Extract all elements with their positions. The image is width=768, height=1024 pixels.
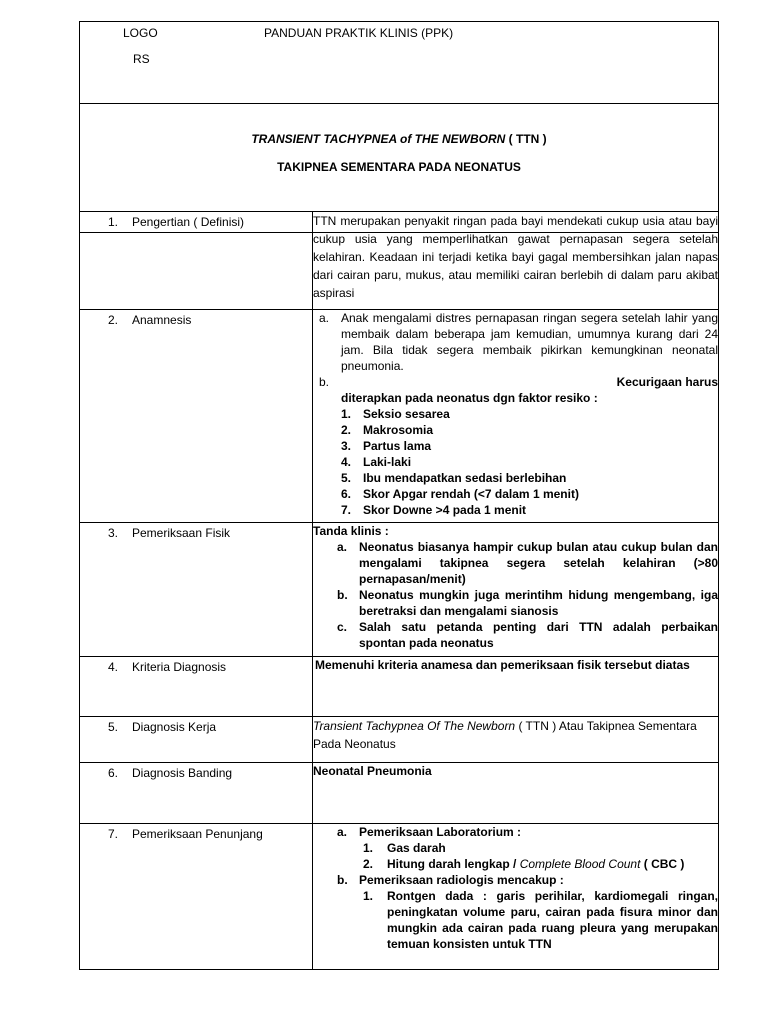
- list-item-text: Laki-laki: [363, 455, 412, 469]
- list-item: [313, 310, 718, 374]
- row-label-cell: [80, 763, 313, 824]
- list-item-text: Kecurigaan harus: [616, 375, 718, 389]
- differential-diagnosis: Neonatal Pneumonia: [313, 764, 432, 778]
- row-number: 6.: [107, 766, 118, 780]
- row-value-cell: [313, 763, 719, 824]
- row-label-cell: [80, 717, 313, 763]
- document-title-italic: TRANSIENT TACHYPNEA of THE NEWBORN: [251, 132, 506, 146]
- list-marker: 5.: [341, 471, 352, 485]
- clinical-signs-intro: Tanda klinis :: [313, 524, 389, 538]
- list-item: [313, 824, 718, 840]
- list-item-text: Partus lama: [363, 439, 432, 453]
- row-number: 4.: [107, 660, 118, 674]
- row-value-cell: [313, 523, 719, 657]
- row-number: 3.: [107, 526, 118, 540]
- list-item: [313, 856, 718, 872]
- list-marker: 7.: [341, 503, 352, 517]
- row-label: Pengertian ( Definisi): [132, 215, 245, 229]
- table-row: [80, 523, 719, 657]
- definition-text: TTN merupakan penyakit ringan pada bayi mendekati cukup usia atau bayi cukup usia yang memperlihatkan gawat pernapasan segera setelah kelahiran. Keadaan ini terjadi ketika bayi gagal membersihkan jalan napas dari cairan paru, mukus, atau memiliki cairan berlebih di dalam paru akibat aspirasi: [313, 214, 718, 300]
- table-row: [80, 717, 719, 763]
- list-marker: 3.: [341, 439, 352, 453]
- row-value-cell: [313, 212, 719, 310]
- table-row: [80, 310, 719, 523]
- list-marker: 1.: [363, 841, 374, 855]
- list-marker: c.: [337, 620, 348, 634]
- row-label: Diagnosis Kerja: [132, 720, 217, 734]
- list-item: [313, 374, 718, 406]
- criteria-text: Memenuhi kriteria anamesa dan pemeriksaan fisik tersebut diatas: [315, 658, 690, 672]
- row-label-cell: [80, 310, 313, 523]
- list-item: [313, 587, 718, 619]
- row-label-cell: [80, 824, 313, 970]
- list-marker: 1.: [363, 889, 374, 903]
- list-item: [313, 438, 718, 454]
- table-row: [80, 212, 719, 310]
- list-marker: 6.: [341, 487, 352, 501]
- list-marker: b.: [319, 375, 330, 389]
- header-box: [79, 21, 719, 104]
- table-row: [80, 657, 719, 717]
- row-label: Pemeriksaan Penunjang: [132, 827, 263, 841]
- list-item-italic: Complete Blood Count: [519, 857, 641, 871]
- list-item-text: ( CBC ): [640, 857, 685, 871]
- list-item: [313, 502, 718, 518]
- list-item-text: Gas darah: [387, 841, 446, 855]
- row-label: Pemeriksaan Fisik: [132, 526, 231, 540]
- working-diagnosis-rest: ( TTN ) Atau Takipnea Sementara Pada Neonatus: [313, 719, 697, 751]
- document-subtitle: TAKIPNEA SEMENTARA PADA NEONATUS: [277, 160, 521, 174]
- list-item-text: Seksio sesarea: [363, 407, 450, 421]
- list-marker: 2.: [341, 423, 352, 437]
- document-title: [80, 131, 718, 147]
- document-title-abbr: ( TTN ): [505, 132, 547, 146]
- list-item-text: Ibu mendapatkan sedasi berlebihan: [363, 471, 567, 485]
- list-item: [313, 406, 718, 422]
- table-row: [80, 763, 719, 824]
- list-item-text: Makrosomia: [363, 423, 434, 437]
- list-item-text: Skor Apgar rendah (<7 dalam 1 menit): [363, 487, 579, 501]
- row-label: Kriteria Diagnosis: [132, 660, 227, 674]
- row-label-cell: [80, 657, 313, 717]
- row-label: Anamnesis: [132, 313, 192, 327]
- row-number: 5.: [107, 720, 118, 734]
- logo-label: LOGO: [123, 26, 158, 40]
- row-number: 1.: [107, 215, 118, 229]
- working-diagnosis-italic: Transient Tachypnea Of The Newborn: [313, 719, 516, 733]
- list-item-text: Neonatus mungkin juga merintihm hidung mengembang, iga beretraksi dan mengalami sianosis: [359, 588, 718, 618]
- list-item: [313, 454, 718, 470]
- list-item: [313, 888, 718, 952]
- rs-label: RS: [133, 52, 150, 66]
- list-marker: 4.: [341, 455, 352, 469]
- row-number: 2.: [107, 313, 118, 327]
- row-label-cell: [80, 523, 313, 657]
- list-item-text: Skor Downe >4 pada 1 menit: [363, 503, 527, 517]
- list-marker: a.: [337, 540, 348, 554]
- working-diagnosis: [313, 717, 718, 753]
- table-row: [80, 824, 719, 970]
- row-value-cell: [313, 310, 719, 523]
- list-marker: a.: [337, 825, 348, 839]
- row-number: 7.: [107, 827, 118, 841]
- list-marker: 1.: [341, 407, 352, 421]
- list-item-text: Hitung darah lengkap /: [387, 857, 520, 871]
- list-item: [313, 422, 718, 438]
- list-item-text: Neonatus biasanya hampir cukup bulan atau cukup bulan dan mengalami takipnea segera setelah kelahiran (>80 pernapasan/menit): [359, 540, 718, 586]
- list-item: [313, 470, 718, 486]
- list-item-text: Salah satu petanda penting dari TTN adalah perbaikan spontan pada neonatus: [359, 620, 718, 650]
- header-title: PANDUAN PRAKTIK KLINIS (PPK): [264, 26, 454, 40]
- list-item-text: Pemeriksaan radiologis mencakup :: [359, 873, 564, 887]
- list-item-text: diterapkan pada neonatus dgn faktor resiko :: [341, 391, 598, 405]
- row-label-cell: [80, 212, 313, 310]
- list-item-text: Pemeriksaan Laboratorium :: [359, 825, 522, 839]
- list-item-text: Rontgen dada : garis perihilar, kardiomegali ringan, peningkatan volume paru, cairan pada fisura minor dan mungkin ada cairan pada ruang pleura yang merupakan temuan konsisten untuk TTN: [387, 889, 718, 951]
- list-marker: a.: [319, 311, 330, 325]
- list-item: [313, 619, 718, 651]
- list-marker: b.: [337, 873, 348, 887]
- row-label: Diagnosis Banding: [132, 766, 233, 780]
- row-value-cell: [313, 824, 719, 970]
- list-marker: 2.: [363, 857, 374, 871]
- list-item: [313, 872, 718, 888]
- ppk-table: [79, 211, 719, 970]
- list-item-text: Anak mengalami distres pernapasan ringan segera setelah lahir yang membaik dalam beberapa jam kemudian, umumnya kurang dari 24 jam. Bila tidak segera membaik pikirkan kemungkinan neonatal pneumonia.: [341, 311, 718, 373]
- list-marker: b.: [337, 588, 348, 602]
- list-item: [313, 539, 718, 587]
- row-value-cell: [313, 657, 719, 717]
- row-value-cell: [313, 717, 719, 763]
- list-item: [313, 840, 718, 856]
- list-item: [313, 486, 718, 502]
